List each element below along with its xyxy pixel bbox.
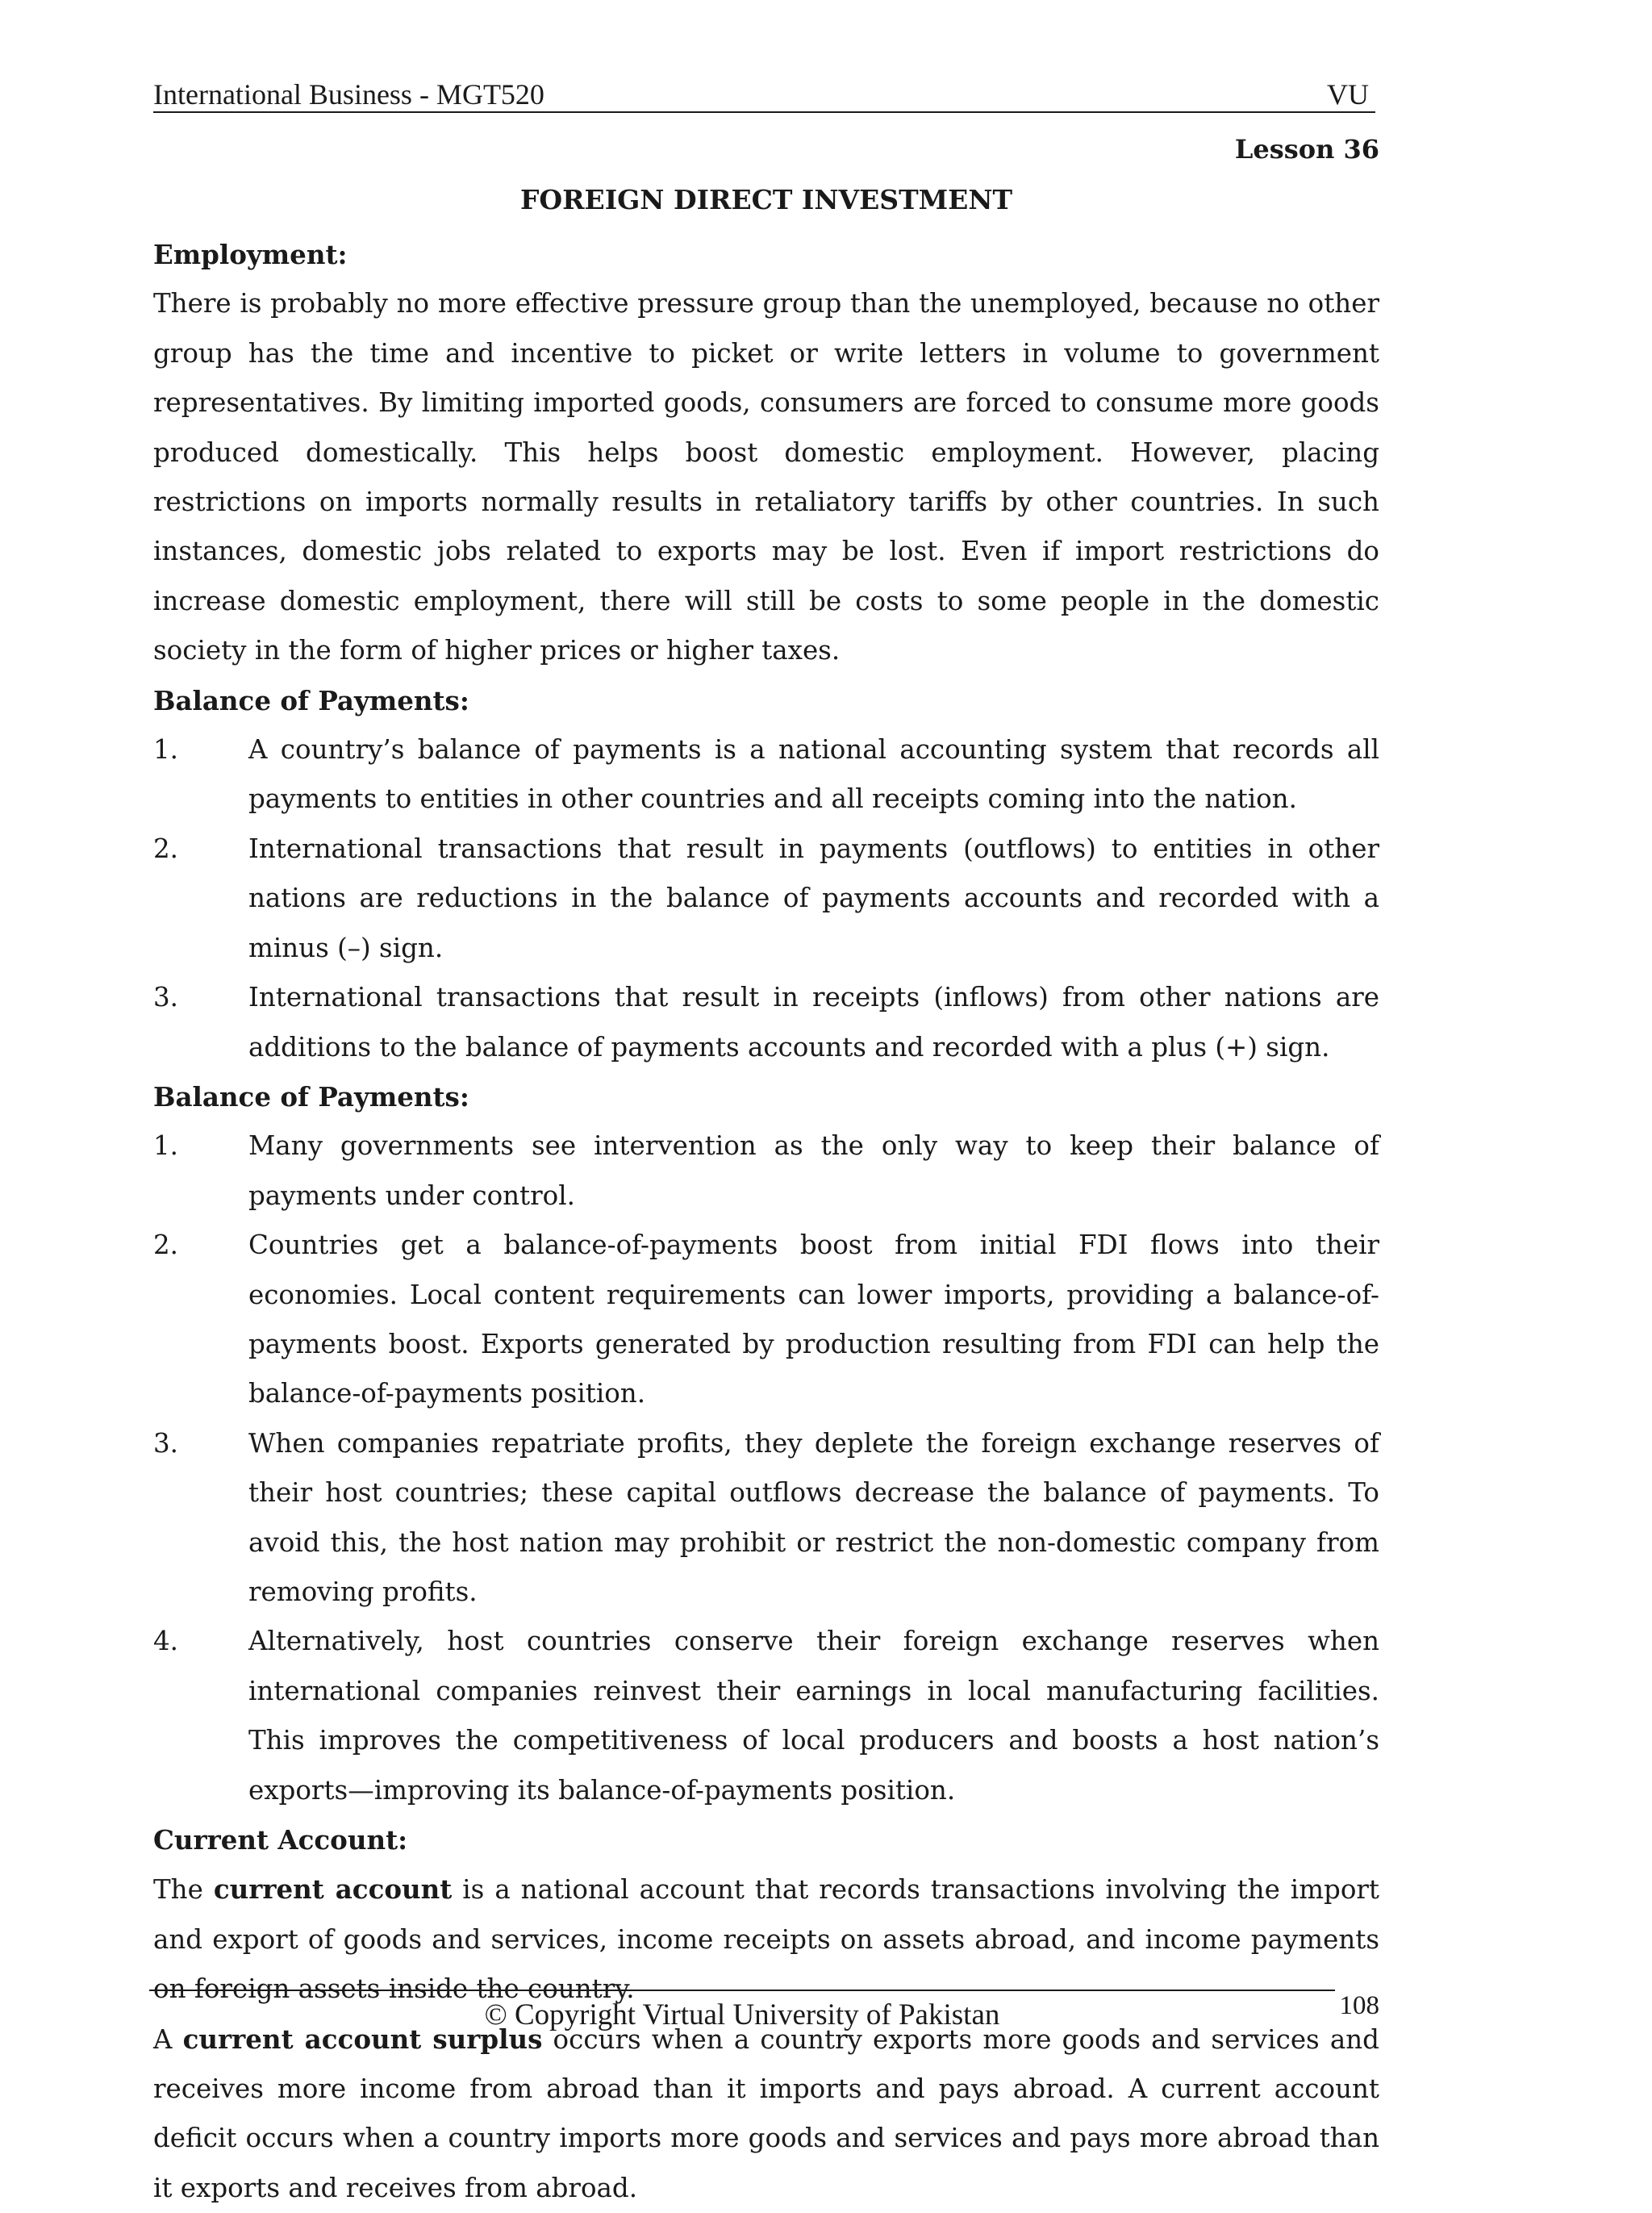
text-run: The [153, 1874, 214, 1906]
list-number: 2. [153, 1230, 179, 1261]
text-run: A [153, 2023, 183, 2055]
list-item [153, 1121, 1379, 1221]
page-title: FOREIGN DIRECT INVESTMENT [519, 184, 1013, 215]
text-run: occurs when a country exports more goods and services and receives more income from abroad than it imports and pays abroad. A current account deficit occurs when a country imports more goods and services and pays more abroad than it exports and receives from abroad. [153, 2023, 1379, 2203]
main-content [153, 230, 1379, 2213]
bop-heading-2: Balance of Payments: [153, 1080, 469, 1113]
institution-abbrev: VU [1327, 78, 1369, 111]
list-text: Many governments see intervention as the only way to keep their balance of payments under control. [248, 1130, 1379, 1211]
bold-term: current account [213, 1873, 453, 1906]
lesson-number: Lesson 36 [1234, 134, 1379, 165]
current-account-heading: Current Account: [153, 1824, 408, 1856]
list-item [153, 725, 1379, 825]
employment-heading: Employment: [153, 239, 348, 270]
list-item [153, 973, 1379, 1072]
employment-paragraph: There is probably no more effective pressure group than the unemployed, because no other group has the time and incentive to picket or write letters in volume to government representatives. By limiting imported goods, consumers are forced to consume more goods produced domestically. This helps boost domestic employment. However, placing restrictions on imports normally results in retaliatory tariffs by other countries. In such instances, domestic jobs related to exports may be lost. Even if import restrictions do increase domestic employment, there will still be costs to some people in the domestic society in the form of higher prices or higher taxes. [153, 288, 1379, 666]
page-number: 108 [1339, 1991, 1379, 2020]
list-text: When companies repatriate profits, they deplete the foreign exchange reserves of their host countries; these capital outflows decrease the balance of payments. To avoid this, the host nation may prohibit or restrict the non-domestic company from removing profits. [248, 1427, 1379, 1607]
list-number: 4. [153, 1626, 179, 1657]
footer-divider [149, 1990, 1335, 1991]
course-title: International Business - MGT520 [153, 78, 544, 111]
list-item [153, 1419, 1379, 1618]
list-number: 1. [153, 734, 179, 766]
bold-term: current account surplus [182, 2023, 543, 2055]
list-item [153, 1221, 1379, 1419]
page-header [153, 77, 1375, 113]
footer-copyright: © Copyright Virtual University of Pakistan [484, 1998, 1000, 2031]
list-text: Countries get a balance-of-payments boost from initial FDI flows into their economies. Local content requirements can lower imports, providing a balance-of-payments boost. Exports generated by production resulting from FDI can help the balance-of-payments position. [248, 1230, 1379, 1409]
list-text: Alternatively, host countries conserve their foreign exchange reserves when international companies reinvest their earnings in local manufacturing facilities. This improves the competitiveness of local producers and boosts a host nation’s exports—improving its balance-of-payments position. [248, 1626, 1379, 1806]
list-text: International transactions that result in receipts (inflows) from other nations are additions to the balance of payments accounts and recorded with a plus (+) sign. [248, 982, 1379, 1063]
bop-heading-1: Balance of Payments: [153, 684, 469, 716]
list-number: 1. [153, 1130, 179, 1162]
current-account-paragraph-2 [153, 2015, 1379, 2213]
list-text: International transactions that result in payments (outflows) to entities in other nations are reductions in the balance of payments accounts and recorded with a minus (–) sign. [248, 833, 1379, 963]
list-item [153, 825, 1379, 973]
list-item [153, 1617, 1379, 1815]
list-number: 2. [153, 833, 179, 864]
list-number: 3. [153, 982, 179, 1013]
list-text: A country’s balance of payments is a national accounting system that records all payments to entities in other countries and all receipts coming into the nation. [248, 734, 1379, 815]
text-run: is a national account that records transactions involving the import and export of goods and services, income receipts on assets abroad, and income payments on foreign assets inside the country. [153, 1874, 1379, 2005]
current-account-paragraph-1 [153, 1864, 1379, 2014]
list-number: 3. [153, 1427, 179, 1459]
